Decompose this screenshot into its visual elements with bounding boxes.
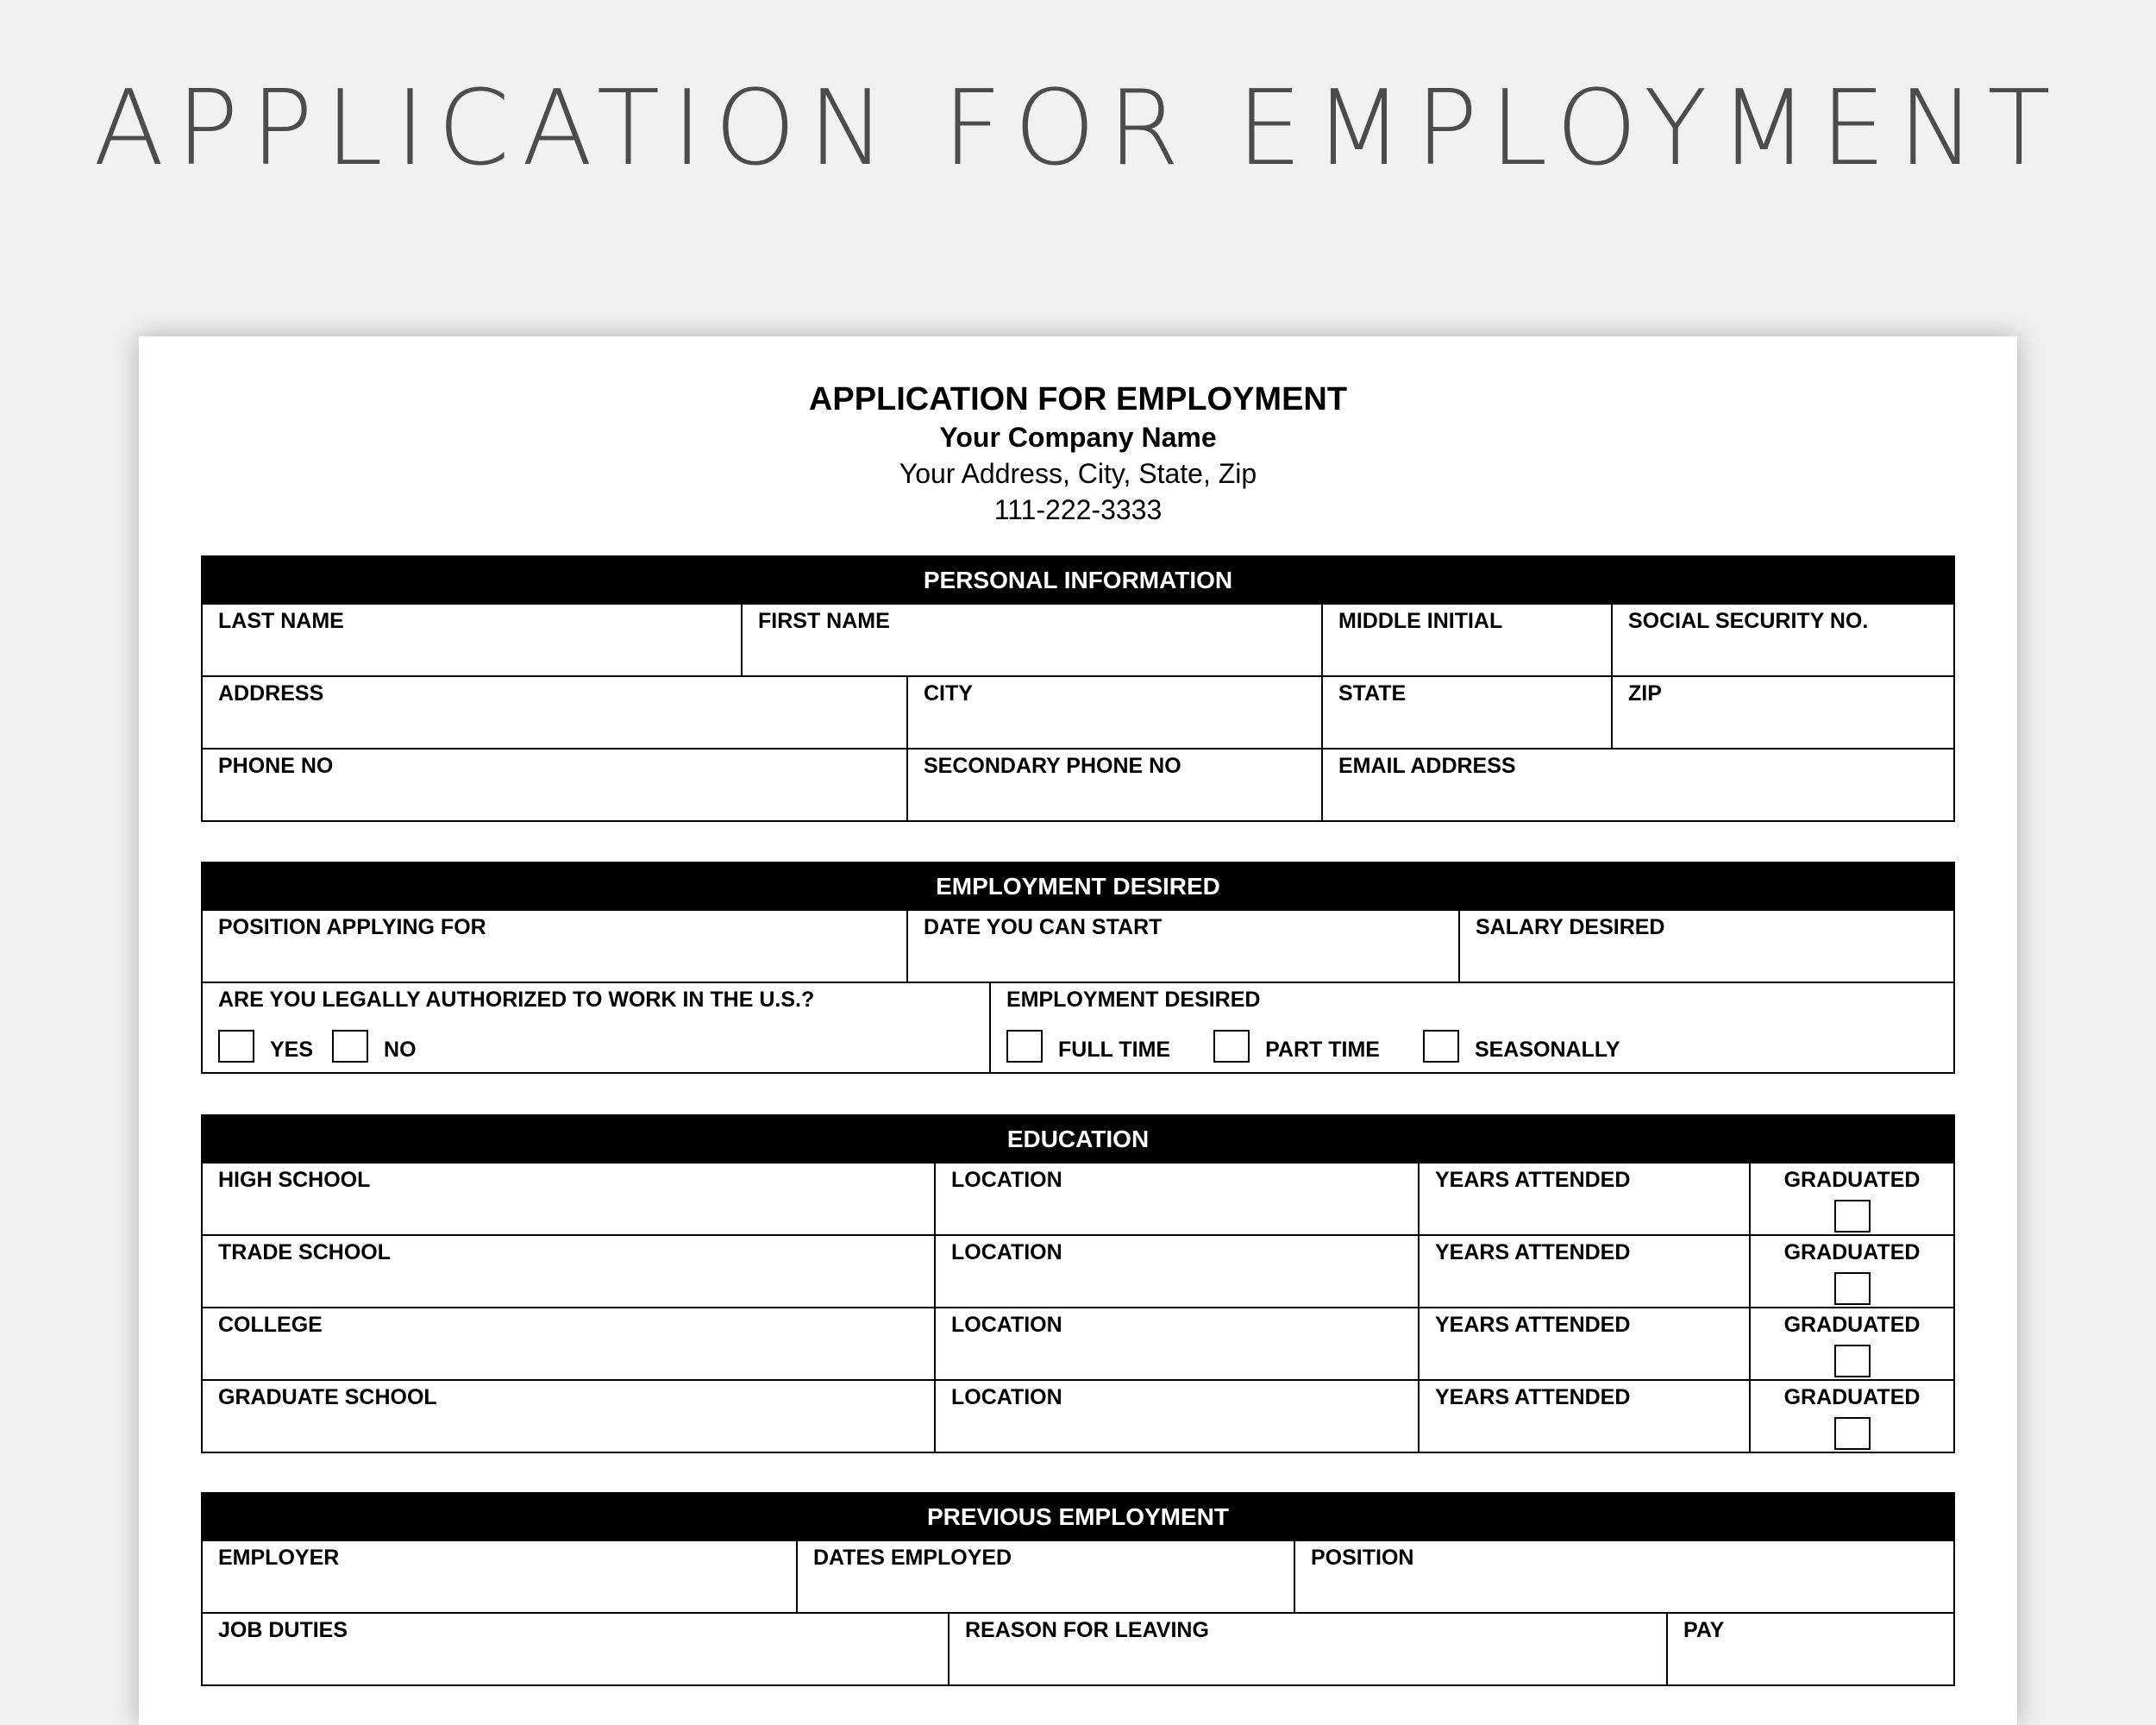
no-label: NO <box>384 1038 417 1062</box>
form-title: APPLICATION FOR EMPLOYMENT <box>808 381 1348 417</box>
field-label: LOCATION <box>951 1168 1062 1192</box>
graduated-field <box>1749 1236 1953 1307</box>
field-label: YEARS ATTENDED <box>1435 1313 1631 1337</box>
field-label: POSITION <box>1311 1546 1414 1570</box>
section-header: PERSONAL INFORMATION <box>203 557 1953 603</box>
employment-type-options <box>1006 1030 1953 1063</box>
field-label: YEARS ATTENDED <box>1435 1385 1631 1409</box>
employment-type-field <box>989 983 1953 1072</box>
seasonally-label: SEASONALLY <box>1474 1038 1620 1062</box>
personal-information-section <box>201 555 1955 822</box>
field-label: ADDRESS <box>218 681 324 706</box>
pay-field[interactable] <box>1666 1614 1953 1684</box>
field-label: LOCATION <box>951 1385 1062 1409</box>
seasonally-checkbox[interactable] <box>1423 1030 1459 1063</box>
field-label: DATE YOU CAN START <box>924 915 1163 939</box>
form-row <box>203 603 1953 675</box>
position-field[interactable] <box>203 911 906 982</box>
zip-field[interactable] <box>1611 677 1953 748</box>
education-row <box>203 1379 1953 1452</box>
previous-position-field[interactable] <box>1294 1541 1953 1612</box>
field-label: SOCIAL SECURITY NO. <box>1628 609 1869 633</box>
yes-label: YES <box>270 1038 314 1062</box>
field-label: PHONE NO <box>218 754 334 778</box>
field-label: DATES EMPLOYED <box>813 1546 1012 1570</box>
field-label: EMPLOYMENT DESIRED <box>1006 988 1261 1012</box>
years-attended-field[interactable] <box>1418 1164 1749 1234</box>
part-time-checkbox[interactable] <box>1213 1030 1250 1063</box>
field-label: FIRST NAME <box>758 609 890 633</box>
field-label: YEARS ATTENDED <box>1435 1240 1631 1264</box>
field-label: REASON FOR LEAVING <box>965 1618 1209 1642</box>
reason-for-leaving-field[interactable] <box>948 1614 1666 1684</box>
company-name: Your Company Name <box>939 422 1217 453</box>
field-label: LOCATION <box>951 1240 1062 1264</box>
last-name-field[interactable] <box>203 605 741 675</box>
location-field[interactable] <box>934 1381 1418 1452</box>
work-authorization-field <box>203 983 989 1072</box>
employment-desired-section <box>201 862 1955 1074</box>
field-label: GRADUATED <box>1783 1168 1921 1192</box>
field-label: GRADUATED <box>1783 1313 1921 1337</box>
field-label: SECONDARY PHONE NO <box>924 754 1181 778</box>
salary-field[interactable] <box>1458 911 1953 982</box>
education-section <box>201 1114 1955 1453</box>
full-time-label: FULL TIME <box>1058 1038 1171 1062</box>
form-header <box>139 336 2017 528</box>
education-row <box>203 1162 1953 1234</box>
field-label: MIDDLE INITIAL <box>1338 609 1503 633</box>
years-attended-field[interactable] <box>1418 1236 1749 1307</box>
city-field[interactable] <box>906 677 1321 748</box>
graduated-checkbox[interactable] <box>1834 1200 1871 1233</box>
form-row <box>203 909 1953 982</box>
field-label: GRADUATE SCHOOL <box>218 1385 437 1409</box>
state-field[interactable] <box>1321 677 1611 748</box>
company-phone: 111-222-3333 <box>993 494 1163 525</box>
graduated-checkbox[interactable] <box>1834 1272 1871 1305</box>
field-label: COLLEGE <box>218 1313 323 1337</box>
section-header: PREVIOUS EMPLOYMENT <box>203 1494 1953 1540</box>
secondary-phone-field[interactable] <box>906 750 1321 820</box>
college-field[interactable] <box>203 1308 934 1379</box>
field-label: GRADUATED <box>1783 1385 1921 1409</box>
graduated-checkbox[interactable] <box>1834 1345 1871 1377</box>
form-row <box>203 1612 1953 1684</box>
trade-school-field[interactable] <box>203 1236 934 1307</box>
graduated-checkbox[interactable] <box>1834 1417 1871 1450</box>
field-label: HIGH SCHOOL <box>218 1168 371 1192</box>
field-label: EMAIL ADDRESS <box>1338 754 1516 778</box>
field-label: LAST NAME <box>218 609 344 633</box>
high-school-field[interactable] <box>203 1164 934 1234</box>
part-time-label: PART TIME <box>1265 1038 1380 1062</box>
company-address: Your Address, City, State, Zip <box>899 458 1257 489</box>
ssn-field[interactable] <box>1611 605 1953 675</box>
form-row <box>203 1540 1953 1612</box>
phone-field[interactable] <box>203 750 906 820</box>
middle-initial-field[interactable] <box>1321 605 1611 675</box>
education-row <box>203 1307 1953 1379</box>
education-row <box>203 1234 1953 1307</box>
yes-checkbox[interactable] <box>218 1030 254 1063</box>
start-date-field[interactable] <box>906 911 1458 982</box>
field-label: YEARS ATTENDED <box>1435 1168 1631 1192</box>
form-row <box>203 748 1953 820</box>
previous-employment-section <box>201 1492 1955 1686</box>
location-field[interactable] <box>934 1236 1418 1307</box>
field-label: JOB DUTIES <box>218 1618 348 1642</box>
form-row <box>203 675 1953 748</box>
graduate-school-field[interactable] <box>203 1381 934 1452</box>
dates-employed-field[interactable] <box>796 1541 1294 1612</box>
form-sheet <box>139 336 2017 1725</box>
form-row <box>203 982 1953 1072</box>
authorization-options <box>218 1030 989 1063</box>
section-header: EDUCATION <box>203 1116 1953 1162</box>
full-time-checkbox[interactable] <box>1006 1030 1043 1063</box>
first-name-field[interactable] <box>741 605 1321 675</box>
graduated-field <box>1749 1164 1953 1234</box>
field-label: CITY <box>924 681 973 706</box>
field-label: STATE <box>1338 681 1407 706</box>
field-label: EMPLOYER <box>218 1546 340 1570</box>
field-label: TRADE SCHOOL <box>218 1240 391 1264</box>
field-label: PAY <box>1683 1618 1725 1642</box>
section-header: EMPLOYMENT DESIRED <box>203 863 1953 909</box>
banner-title: APPLICATION FOR EMPLOYMENT <box>93 69 2063 189</box>
address-field[interactable] <box>203 677 906 748</box>
field-label: SALARY DESIRED <box>1476 915 1665 939</box>
location-field[interactable] <box>934 1308 1418 1379</box>
field-label: ARE YOU LEGALLY AUTHORIZED TO WORK IN THE U.S.? <box>218 988 815 1012</box>
field-label: GRADUATED <box>1783 1240 1921 1264</box>
years-attended-field[interactable] <box>1418 1381 1749 1452</box>
job-duties-field[interactable] <box>203 1614 948 1684</box>
field-label: LOCATION <box>951 1313 1062 1337</box>
graduated-field <box>1749 1381 1953 1452</box>
graduated-field <box>1749 1308 1953 1379</box>
field-label: ZIP <box>1628 681 1662 706</box>
email-field[interactable] <box>1321 750 1953 820</box>
location-field[interactable] <box>934 1164 1418 1234</box>
field-label: POSITION APPLYING FOR <box>218 915 486 939</box>
years-attended-field[interactable] <box>1418 1308 1749 1379</box>
employer-field[interactable] <box>203 1541 796 1612</box>
no-checkbox[interactable] <box>332 1030 368 1063</box>
